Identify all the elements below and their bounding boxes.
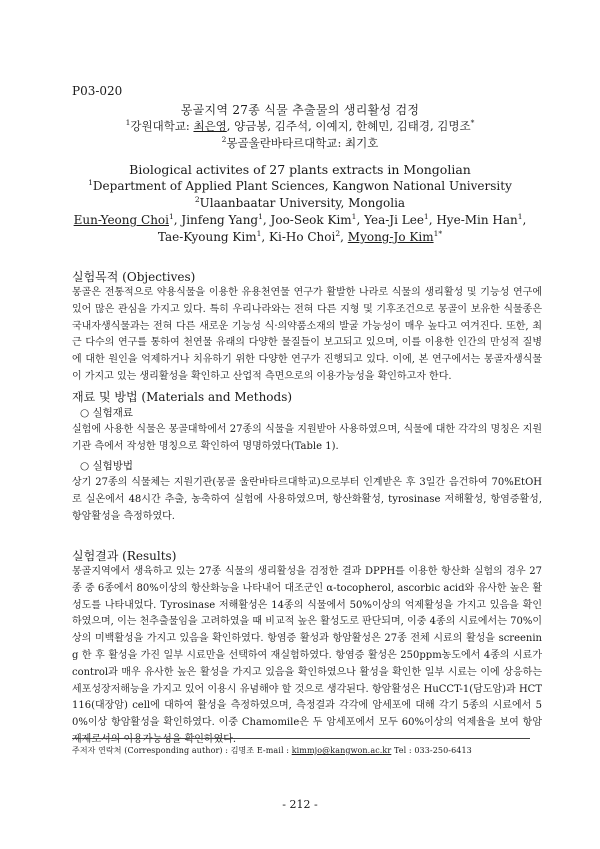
author-name: Eun-Yeong Choi [73, 213, 169, 227]
author-name: Jinfeng Yang [181, 213, 259, 227]
objectives-heading: 실험목적 (Objectives) [72, 270, 196, 284]
author-separator: , [428, 213, 437, 227]
korean-institution-2: 몽골울란바타르대학교: 최기호 [226, 136, 379, 150]
english-institution-1: Department of Applied Plant Sciences, Kangwon National University [92, 179, 512, 193]
korean-affiliation-1 [60, 118, 540, 134]
author-affiliation-sup: 1 [517, 212, 523, 221]
english-title: Biological activites of 27 plants extracts in Mongolian [129, 162, 471, 177]
author-affiliation-sup: 1 [258, 212, 263, 221]
english-institution-2: Ulaanbaatar University, Mongolia [199, 196, 406, 210]
objectives-text: 몽골은 전통적으로 약용식물을 이용한 유용천연물 연구가 활발한 나라로 식물의 생리활성 및 기능성 연구에 있어 많은 관심을 가지고 있다. 특히 우리나라와는 전혀 다른 지형 및 기후조건으로 몽골이 보유한 식물종은 국내자생식물과는 전혀 다른 새로운 기능성 식·의약품소재의 발굴 가능성이 매우 높다고 여겨진다. 또한, 최근 다수의 연구를 통하여 천연물 유래의 다양한 물질들이 보고되고 있으며, 이를 이용한 인간의 만성적 질병에 대한 원인을 억제하거나 치유하기 위한 다양한 연구가 진행되고 있다. 이에, 본 연구에서는 몽골자생식물이 가지고 있는 생리활성을 확인하고 산업적 측면으로의 이용가능성을 확인하고자 한다. [72, 287, 542, 382]
materials-text: 실험에 사용한 식물은 몽골대학에서 27종의 식물을 지원받아 사용하였으며, 식물에 대한 각각의 명칭은 지원기관 측에서 작성한 명칭으로 확인하여 명명하였다(Table 1). [72, 424, 542, 452]
author-name: Ki-Ho Choi [269, 230, 336, 244]
author-name: Myong-Jo Kim [347, 230, 434, 244]
author-separator: , [261, 230, 270, 244]
author-list-line-1 [60, 213, 540, 227]
korean-institution-1: 강원대학교: [130, 119, 194, 133]
author-separator: , [340, 230, 348, 244]
korean-title: 몽골지역 27종 식물 추출물의 생리활성 검정 [180, 103, 420, 117]
materials-subheading: ○ 실험재료 [80, 407, 134, 419]
footnote-divider [72, 738, 530, 739]
author-affiliation-sup: 1 [256, 229, 262, 238]
presenting-author-kr: 최은영 [193, 119, 227, 133]
author-separator: , [356, 213, 365, 227]
footnote-label: 주저자 연락처 (Corresponding author) : 김명조 E-mail : [72, 746, 292, 755]
author-name: Joo-Seok Kim [270, 213, 352, 227]
method-subheading: ○ 실험방법 [80, 460, 134, 472]
affiliation-sup: 1 [125, 118, 131, 128]
author-name: Yea-Ji Lee [364, 213, 424, 227]
corresponding-author-footnote [72, 745, 472, 756]
author-affiliation-sup: 1 [351, 212, 357, 221]
author-separator: , [522, 213, 527, 227]
affiliation-sup: 2 [221, 135, 227, 145]
methods-heading: 재료 및 방법 (Materials and Methods) [72, 390, 293, 404]
korean-affiliation-2 [60, 135, 540, 151]
footnote-tel: Tel : 033-250-6413 [391, 746, 472, 755]
paper-code: P03-020 [72, 84, 123, 98]
method-text: 상기 27종의 식물체는 지원기관(몽골 울란바타르대학교)으로부터 인계받은 후 3일간 음건하여 70%EtOH로 실온에서 48시간 추출, 농축하여 실험에 사용하였으며, 항산화활성, tyrosinase 저해활성, 항염증활성, 항암활성을 측정하였다. [72, 477, 542, 522]
affiliation-sup: 2 [194, 195, 200, 204]
author-name: Hye-Min Han [436, 213, 518, 227]
email-link[interactable]: kimmjo@kangwon.ac.kr [291, 746, 392, 755]
author-affiliation-sup: 1 [168, 212, 174, 221]
author-affiliation-sup: 2 [335, 229, 341, 238]
page-number: - 212 - [282, 798, 318, 811]
results-text: 몽골지역에서 생육하고 있는 27종 식물의 생리활성을 검정한 결과 DPPH를 이용한 항산화 실험의 경우 27종 중 6종에서 80%이상의 항산화능을 나타내어 대조군인 α-tocopherol, ascorbic acid와 유사한 높은 활성도를 나타내었다. Tyrosinase 저해활성은 14종의 식물에서 50%이상의 억제활성을 가지고 있음을 확인하였으며, 이는 천추출물임을 고려하였을 때 비교적 높은 활성도로 판단되며, 이중 4종의 시료에서는 70%이상의 미백활성을 가지고 있음을 확인하였다. 항염증 활성과 항암활성은 27종 전체 시료의 활성을 screening 한 후 활성을 가진 일부 시료만을 선택하여 재실험하였다. 항염증 활성은 250ppm농도에서 4종의 시료가 control과 매우 유사한 높은 활성을 가지고 있음을 확인하였으나 활성을 확인한 일부 시료는 이에 상응하는 세포성장저해능을 가지고 있어 이용시 유념해야 할 것으로 생각된다. 항암활성은 HuCCT-1(담도암)과 HCT116(대장암) cell에 대하여 활성을 측정하였으며, 측정결과 각각에 암세포에 대해 각기 5종의 시료에서 50%이상 항암활성을 확인하였다. 이중 Chamomile은 두 암세포에서 모두 60%이상의 억제율을 보여 항암제제로서의 이용가능성을 확인하였다. [72, 566, 542, 745]
results-heading: 실험결과 (Results) [72, 549, 177, 563]
author-affiliation-sup: 1 [423, 212, 429, 221]
english-affiliation-1 [60, 179, 540, 193]
author-list-line-2 [60, 230, 540, 244]
author-separator: , [262, 213, 271, 227]
corresponding-mark: * [470, 118, 475, 128]
english-affiliation-2 [60, 196, 540, 210]
author-name: Tae-Kyoung Kim [157, 230, 257, 244]
affiliation-sup: 1 [88, 178, 93, 187]
author-affiliation-sup: 1* [433, 229, 443, 238]
author-separator: , [173, 213, 182, 227]
korean-coauthors: , 양금봉, 김주석, 이예지, 한혜민, 김태경, 김명조 [226, 119, 471, 133]
